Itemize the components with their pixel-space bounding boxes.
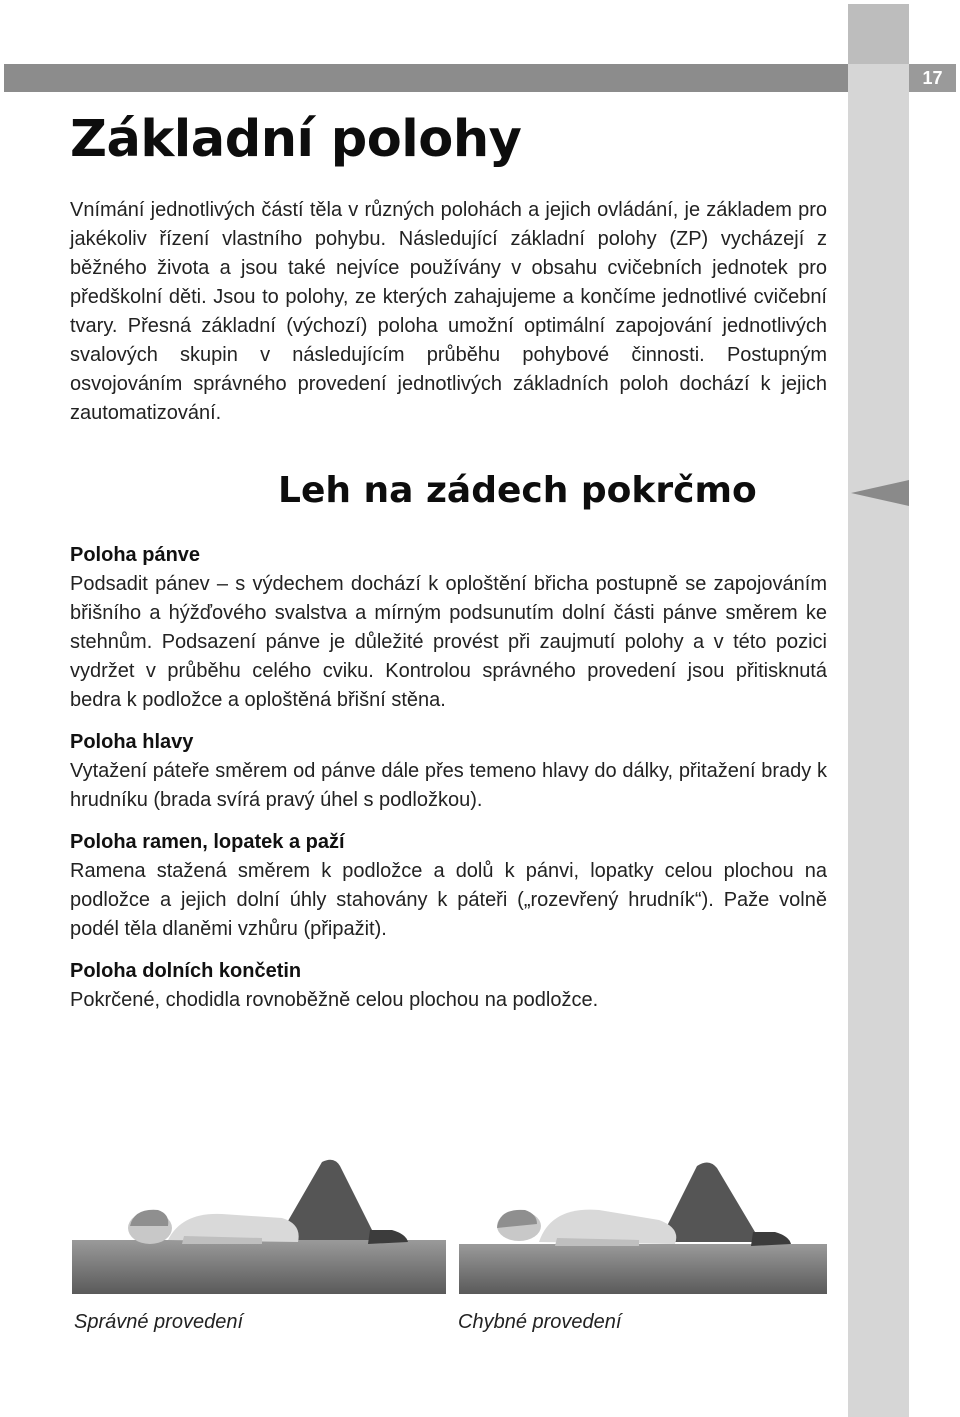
top-band: [4, 64, 848, 92]
feet: [368, 1230, 408, 1244]
section-pelvis: [70, 541, 827, 715]
section-title: Leh na zádech pokrčmo: [278, 470, 757, 511]
mat: [459, 1244, 827, 1294]
page-number: 17: [922, 67, 943, 88]
section-head: [70, 728, 827, 815]
section-text: Podsadit pánev – s výdechem dochází k oploštění břicha postupně se zapojováním břišního a hýžďového svalstva a mírným podsunutím dolní části pánve směrem ke stehnům. Podsazení pánve je důležité provést při zaujmutí polohy a v této pozici vydržet v průběhu celého cviku. Kontrolou správného provedení jsou přitisknutá bedra k podložce a oploštěná břišní stěna.: [70, 573, 827, 711]
side-column-top: [848, 4, 909, 64]
section-heading: Poloha ramen, lopatek a paží: [70, 831, 345, 853]
section-shoulders: [70, 828, 827, 944]
arrow-marker-icon: [851, 480, 909, 506]
section-heading: Poloha dolních končetin: [70, 960, 302, 982]
hair: [130, 1210, 168, 1226]
feet: [751, 1232, 791, 1246]
intro-paragraph: Vnímání jednotlivých částí těla v různých polohách a jejich ovládání, je základem pro jakékoliv řízení vlastního pohybu. Následující základní polohy (ZP) vycházejí z běžného života a jsou také nejvíce používány v obsahu cvičebních jednotek pro předškolní děti. Jsou to polohy, ze kterých zahajujeme a končíme jednotlivé cvičební tvary. Přesná základní (výchozí) poloha umožní optimální zapojování jednotlivých svalových skupin v následujícím průběhu pohybové činnosti. Postupným osvojováním správného provedení jednotlivých základních poloh dochází k jejich zautomatizování.: [70, 199, 827, 424]
side-column: [848, 4, 909, 1417]
page-title: Základní polohy: [70, 110, 522, 169]
mat: [72, 1240, 446, 1294]
caption-incorrect: Chybné provedení: [458, 1311, 622, 1333]
photo-incorrect-position: [459, 1148, 827, 1294]
lying-child-incorrect-image: [459, 1148, 827, 1294]
photo-correct-position: [72, 1148, 446, 1294]
section-legs: [70, 957, 827, 1015]
lying-child-correct-image: [72, 1148, 446, 1294]
sections: [70, 541, 827, 1028]
section-text: Pokrčené, chodidla rovnoběžně celou plochou na podložce.: [70, 989, 599, 1011]
section-text: Ramena stažená směrem k podložce a dolů k pánvi, lopatky celou plochou na podložce a jejich dolní úhly stahovány k páteři („rozevřený hrudník“). Paže volně podél těla dlaněmi vzhůru (připažit).: [70, 860, 827, 940]
page-number-box: [909, 64, 956, 92]
section-heading: Poloha pánve: [70, 544, 201, 566]
caption-correct: Správné provedení: [74, 1311, 244, 1333]
section-heading: Poloha hlavy: [70, 731, 194, 753]
bent-legs: [659, 1162, 771, 1242]
section-text: Vytažení páteře směrem od pánve dále přes temeno hlavy do dálky, přitažení brady k hrudníku (brada svírá pravý úhel s podložkou).: [70, 760, 827, 811]
